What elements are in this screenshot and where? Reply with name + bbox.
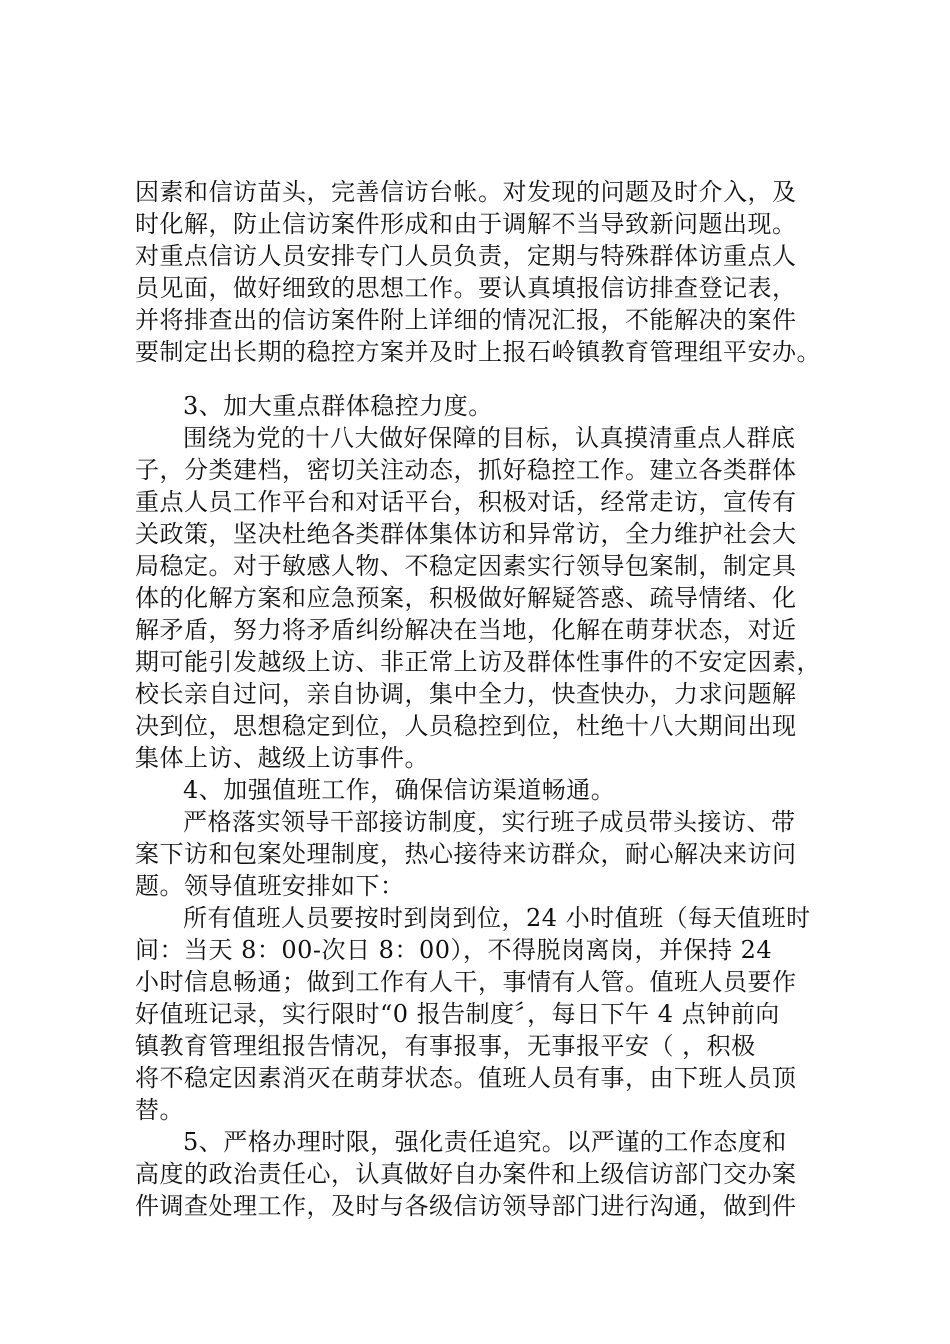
text-line: 将不稳定因素消灭在萌芽状态。值班人员有事，由下班人员顶 [135, 1064, 797, 1092]
text-line: 校长亲自过问，亲自协调，集中全力，快查快办，力求问题解 [135, 680, 797, 708]
text-line: 镇教育管理组报告情况，有事报事，无事报平安（ ，积极 [135, 1032, 756, 1060]
text-line: 重点人员工作平台和对话平台，积极对话，经常走访，宣传有 [135, 488, 797, 516]
text-line: 集体上访、越级上访事件。 [135, 744, 429, 772]
text-line: 替。 [135, 1096, 184, 1124]
section-heading-4: 4、加强值班工作，确保信访渠道畅通。 [183, 776, 616, 804]
text-line: 决到位，思想稳定到位，人员稳控到位，杜绝十八大期间出现 [135, 712, 797, 740]
text-line: 体的化解方案和应急预案，积极做好解疑答惑、疏导情绪、化 [135, 584, 797, 612]
text-line: 子，分类建档，密切关注动态，抓好稳控工作。建立各类群体 [135, 456, 797, 484]
text-line: 并将排查出的信访案件附上详细的情况汇报，不能解决的案件 [135, 306, 797, 334]
text-line: 时化解，防止信访案件形成和由于调解不当导致新问题出现。 [135, 210, 797, 238]
text-line: 严格落实领导干部接访制度，实行班子成员带头接访、带 [183, 808, 796, 836]
text-line: 围绕为党的十八大做好保障的目标，认真摸清重点人群底 [183, 424, 796, 452]
text-line: 间：当天 8：00-次日 8：00），不得脱岗离岗，并保持 24 [135, 936, 773, 964]
text-line: 高度的政治责任心，认真做好自办案件和上级信访部门交办案 [135, 1160, 797, 1188]
text-line: 员见面，做好细致的思想工作。要认真填报信访排查登记表， [135, 274, 797, 302]
text-line: 所有值班人员要按时到岗到位，24 小时值班（每天值班时 [183, 904, 811, 932]
text-line: 案下访和包案处理制度，热心接待来访群众，耐心解决来访问 [135, 840, 797, 868]
text-line: 小时信息畅通；做到工作有人干，事情有人管。值班人员要作 [135, 968, 797, 996]
text-line: 解矛盾，努力将矛盾纠纷解决在当地，化解在萌芽状态，对近 [135, 616, 797, 644]
text-line: 件调查处理工作，及时与各级信访领导部门进行沟通，做到件 [135, 1192, 797, 1220]
text-line: 题。领导值班安排如下： [135, 872, 405, 900]
text-line: 好值班记录，实行限时“0 报告制度〞，每日下午 4 点钟前向 [135, 1000, 780, 1028]
text-line: 关政策，坚决杜绝各类群体集体访和异常访，全力维护社会大 [135, 520, 797, 548]
text-line: 要制定出长期的稳控方案并及时上报石岭镇教育管理组平安办。 [135, 338, 821, 366]
section-heading-3: 3、加大重点群体稳控力度。 [183, 392, 493, 420]
text-line: 期可能引发越级上访、非正常上访及群体性事件的不安定因素， [135, 648, 821, 676]
section-heading-5: 5、严格办理时限，强化责任追究。以严谨的工作态度和 [183, 1128, 787, 1156]
text-line: 对重点信访人员安排专门人员负责，定期与特殊群体访重点人 [135, 242, 797, 270]
text-line: 局稳定。对于敏感人物、不稳定因素实行领导包案制，制定具 [135, 552, 797, 580]
text-line: 因素和信访苗头，完善信访台帐。对发现的问题及时介入，及 [135, 178, 797, 206]
